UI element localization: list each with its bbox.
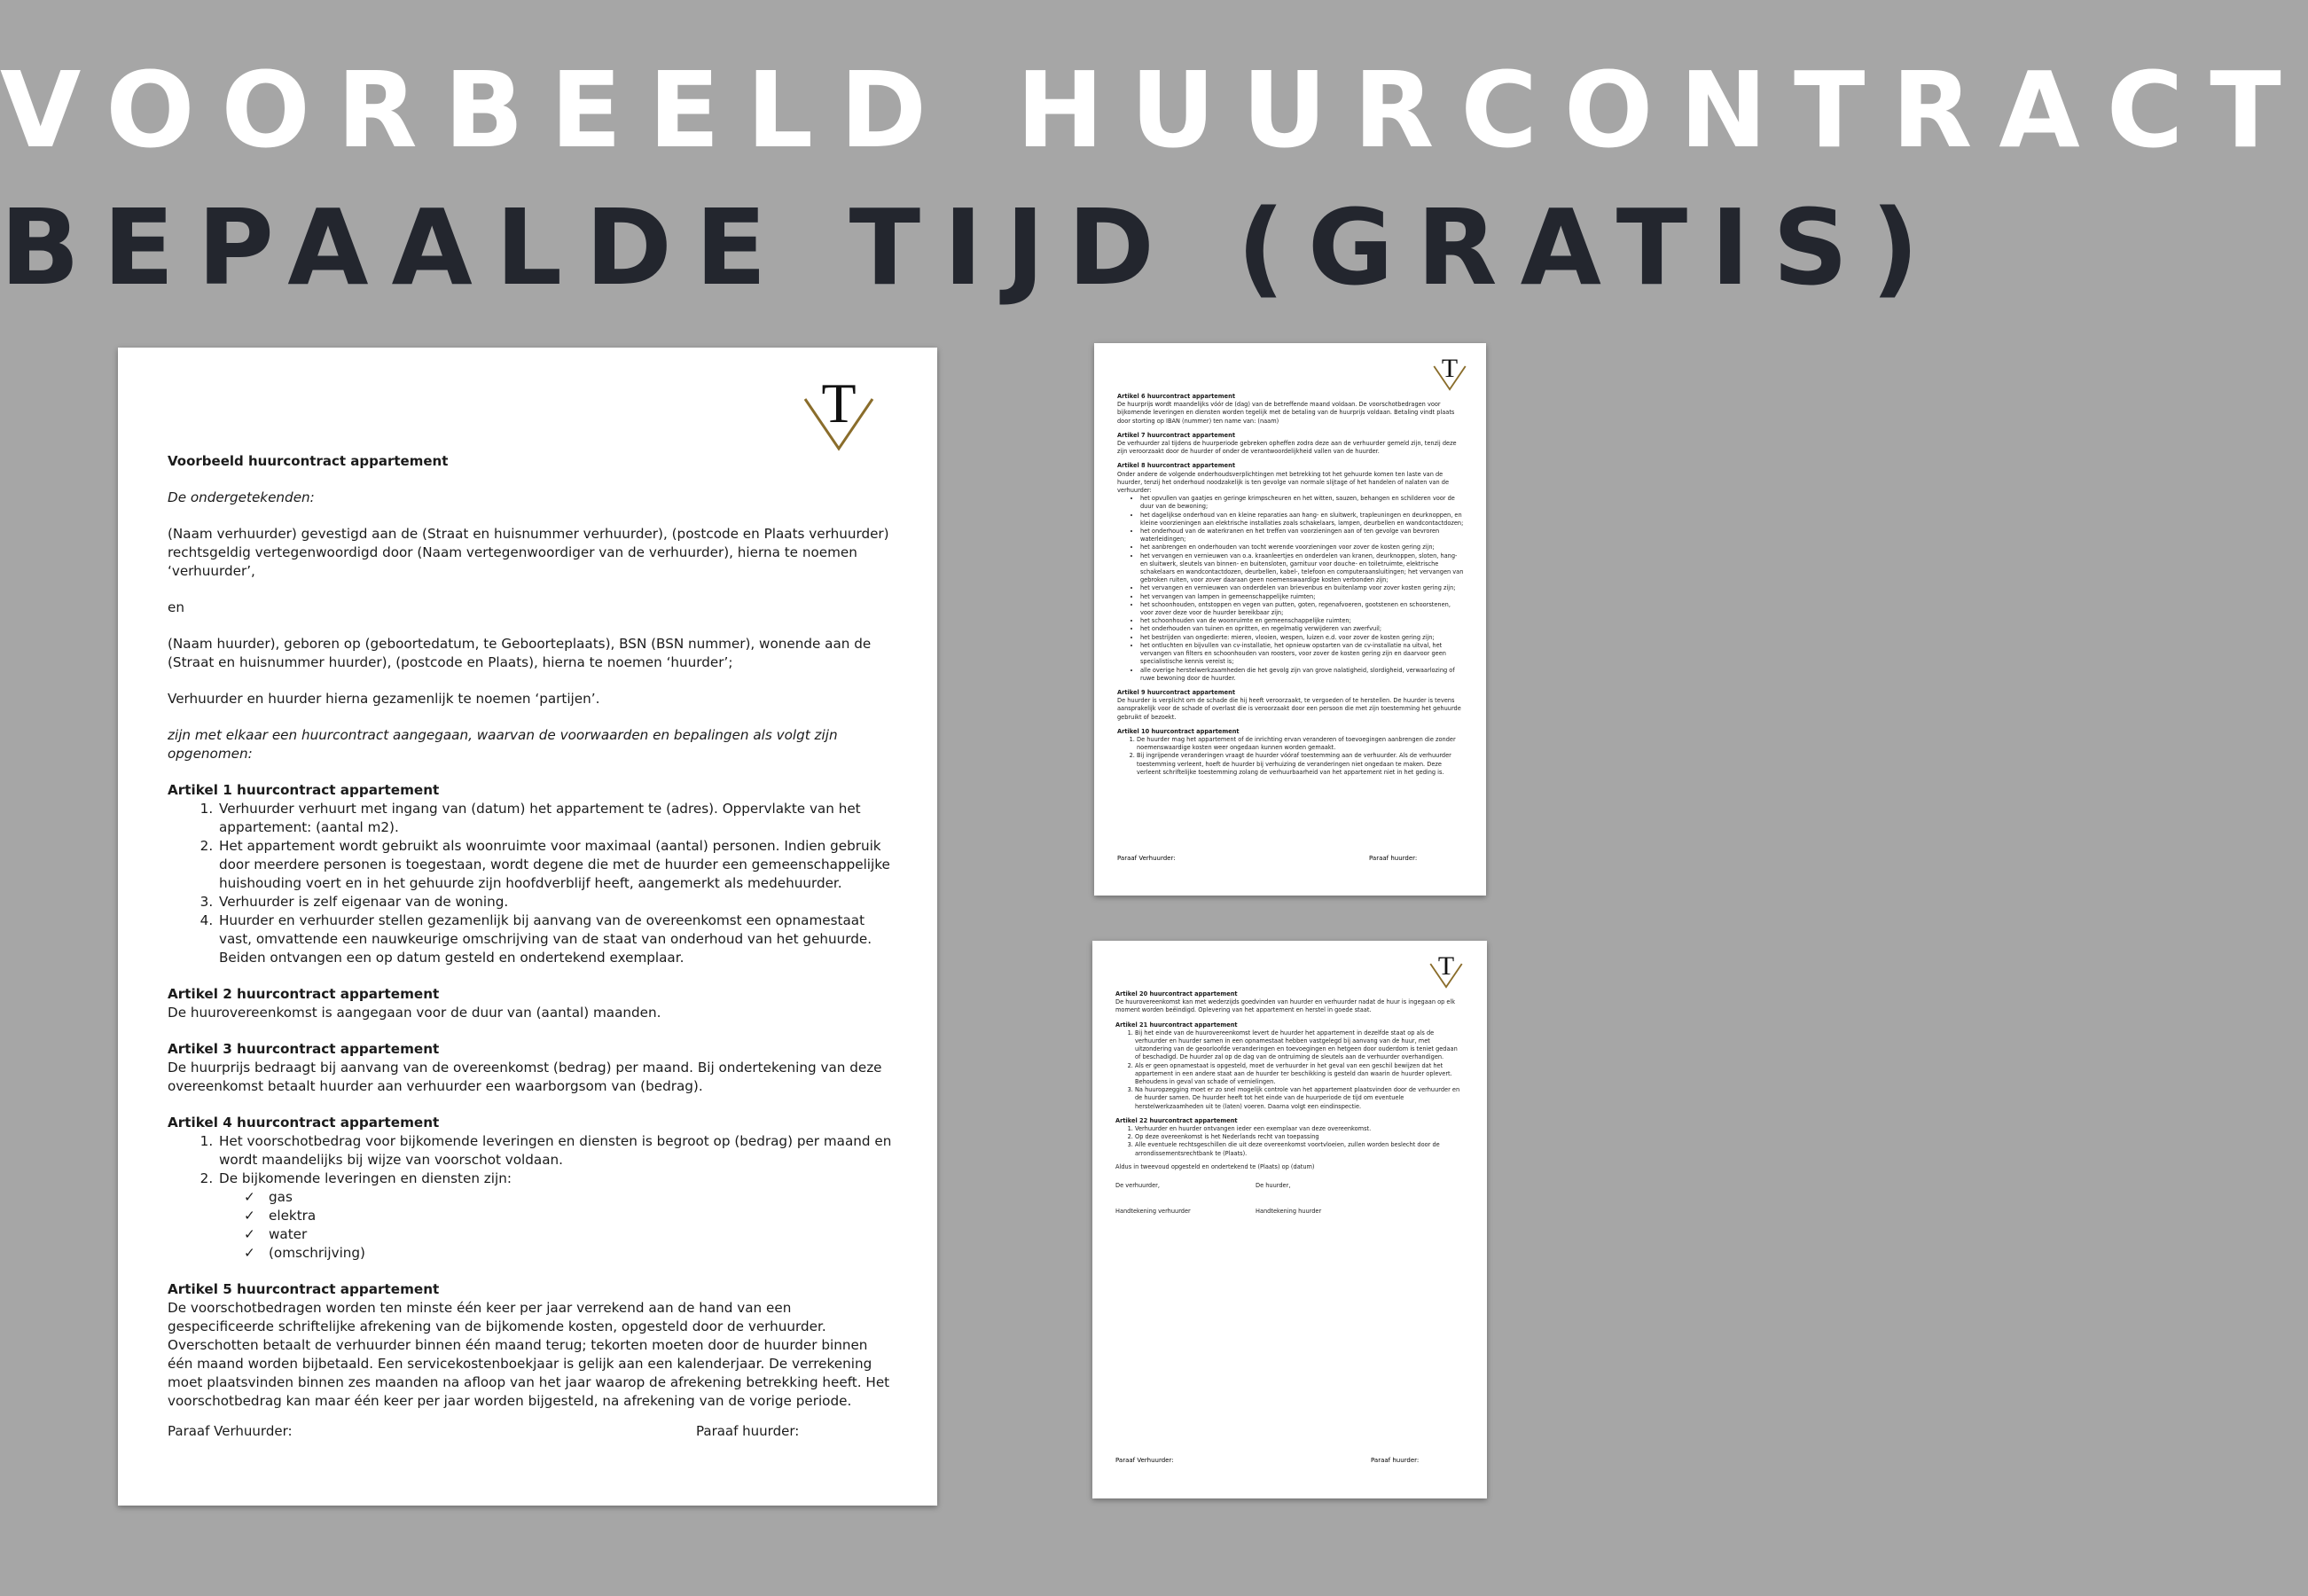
tv-logo-icon — [1433, 354, 1467, 391]
list-item — [217, 1170, 895, 1263]
article-9-text: De huurder is verplicht om de schade die hij heeft veroorzaakt, te vergoeden of te herstellen. De huurder is tevens aansprakelijk voor de schade of overlast die is veroorzaakt door een persoon die met zijn toestemming het gehuurde gebruikt of bezoekt. — [1117, 697, 1461, 721]
list-item: 2. Het appartement wordt gebruikt als woonruimte voor maximaal (aantal) personen. Indien gebruik door meerdere personen is toegestaan, wordt degene die met de huurder een gemeenschappelijke huishouding voert en in het gehuurde zijn hoofdverblijf heeft, aangemerkt als medehuurder. — [217, 837, 895, 893]
logo-letter: T — [821, 372, 857, 434]
de-huurder-label: De huurder, — [1256, 1182, 1291, 1190]
headline-line-2: BEPAALDE TIJD (GRATIS) — [0, 186, 1943, 309]
article-1-title: Artikel 1 huurcontract appartement — [168, 782, 440, 798]
article-22-list — [1135, 1125, 1463, 1158]
list-item: • het bestrijden van ongedierte: mieren, vlooien, wespen, luizen e.d. voor zover de kosten gering zijn; — [1140, 634, 1465, 642]
articles-20-22-text — [1115, 990, 1463, 1216]
list-item: 1. Verhuurder verhuurt met ingang van (datum) het appartement te (adres). Oppervlakte van het appartement: (aantal m2). — [217, 800, 895, 837]
check-item: ✓ elektra — [267, 1207, 895, 1225]
paraaf-verhuurder: Paraaf Verhuurder: — [1117, 855, 1176, 862]
article-20-title: Artikel 20 huurcontract appartement — [1115, 990, 1238, 998]
paraaf-huurder: Paraaf huurder: — [1371, 1457, 1420, 1464]
list-item: 1. De huurder mag het appartement of de inrichting ervan veranderen of toevoegingen aanbrengen die zonder noemenswaardige kosten weer ongedaan kunnen worden gemaakt. — [1137, 736, 1465, 752]
and-text: en — [168, 599, 184, 615]
intro-text: De ondergetekenden: — [168, 489, 315, 505]
article-10-list — [1137, 736, 1465, 777]
list-item: 2. Bij ingrijpende veranderingen vraagt de huurder vóóraf toestemming aan de verhuurder. Als de verhuurder toestemming verleent, hoeft de huurder bij verhuizing de veranderingen niet ongedaan te maken. Deze verleent schriftelijke toestemming zolang de verhuurbaarheid van het appartement niet in het geding is. — [1137, 752, 1465, 777]
checkmark-list — [267, 1188, 895, 1263]
list-item: 2. Op deze overeenkomst is het Nederlands recht van toepassing — [1135, 1133, 1463, 1141]
document-page-main — [118, 348, 937, 1506]
handtekening-verhuurder-label: Handtekening verhuurder — [1115, 1208, 1191, 1216]
list-item: 3. Alle eventuele rechtsgeschillen die uit deze overeenkomst voortvloeien, zullen worden beslecht door de arrondissementsrechtbank te (Plaats). — [1135, 1141, 1463, 1157]
list-item: • het vervangen en vernieuwen van o.a. kraanleertjes en onderdelen van kranen, deurknoppen, sloten, hang- en sluitwerk, sleutels van binnen- en buitensloten, garnituur voor douche- en toiletruimte, elektrische schakelaars en wandcontactdozen, deurbellen, kabel-, telefoon en computeraansluitingen; het vervangen van gebroken ruiten, voor zover daaraan geen noemenswaardige kosten verbonden zijn; — [1140, 552, 1465, 585]
article-21-title: Artikel 21 huurcontract appartement — [1115, 1021, 1238, 1029]
logo-letter: T — [1437, 951, 1455, 982]
document-page-articles-6-10 — [1094, 343, 1486, 896]
document-page-articles-20-22 — [1092, 941, 1487, 1498]
list-item: 1. Verhuurder en huurder ontvangen ieder een exemplaar van deze overeenkomst. — [1135, 1125, 1463, 1133]
article-8-title: Artikel 8 huurcontract appartement — [1117, 462, 1235, 470]
article-3-title: Artikel 3 huurcontract appartement — [168, 1041, 440, 1057]
headline-line-1: VOORBEELD HUURCONTRACT — [0, 49, 2308, 171]
list-item: • het dagelijkse onderhoud van en kleine reparaties aan hang- en sluitwerk, trapleuningen en deurknoppen, en kleine voorzieningen aan elektrische installaties zoals schakelaars, lampen, deurbellen en wandcontactdozen; — [1140, 512, 1465, 528]
list-item: • het schoonhouden van de woonruimte en gemeenschappelijke ruimten; — [1140, 617, 1465, 625]
de-verhuurder-label: De verhuurder, — [1115, 1182, 1160, 1190]
tv-logo-icon — [1429, 951, 1463, 989]
party-huurder: (Naam huurder), geboren op (geboortedatum, te Geboorteplaats), BSN (BSN nummer), wonende aan de (Straat en huisnummer huurder), (postcode en Plaats), hierna te noemen ‘huurder’; — [168, 636, 872, 670]
article-8-text: Onder andere de volgende onderhoudsverplichtingen met betrekking tot het gehuurde komen ten laste van de huurder, tenzij het onderhoud noodzakelijk is ten gevolge van normale slijtage of het handelen of nalaten van de verhuurder: — [1117, 470, 1450, 495]
list-item: • het vervangen en vernieuwen van onderdelen van brievenbus en buitenlamp voor zover kosten gering zijn; — [1140, 584, 1465, 592]
article-3-text: De huurprijs bedraagt bij aanvang van de overeenkomst (bedrag) per maand. Bij ondertekening van deze overeenkomst betaalt huurder aan verhuurder een waarborgsom van (bedrag). — [168, 1060, 882, 1094]
paraaf-row — [168, 1422, 895, 1442]
tv-logo-icon — [803, 372, 874, 452]
check-item: ✓ (omschrijving) — [267, 1244, 895, 1263]
article-20-text: De huurovereenkomst kan met wederzijds goedvinden van huurder en verhuurder nadat de huur is ingegaan op elk moment worden beëindigd. Oplevering van het appartement en herstel in goede staat. — [1115, 998, 1456, 1014]
list-item: 4. Huurder en verhuurder stellen gezamenlijk bij aanvang van de overeenkomst een opnamestaat vast, omvattende een nauwkeurige omschrijving van de staat van onderhoud van het gehuurde. Beiden ontvangen een op datum gesteld en ondertekend exemplaar. — [217, 911, 895, 967]
article-6-title: Artikel 6 huurcontract appartement — [1117, 393, 1235, 400]
article-4-list — [217, 1132, 895, 1263]
article-1-list — [217, 800, 895, 967]
article-7-title: Artikel 7 huurcontract appartement — [1117, 431, 1235, 439]
paraaf-huurder: Paraaf huurder: — [696, 1423, 800, 1439]
document-title: Voorbeeld huurcontract appartement — [168, 453, 449, 469]
list-item: • het aanbrengen en onderhouden van tocht werende voorzieningen voor zover de kosten gering zijn; — [1140, 544, 1465, 552]
agreement-text: zijn met elkaar een huurcontract aangegaan, waarvan de voorwaarden en bepalingen als volgt zijn opgenomen: — [168, 727, 838, 762]
list-item: 1. Bij het einde van de huurovereenkomst levert de huurder het appartement in dezelfde staat op als de verhuurder en huurder samen in een opnamestaat hebben vastgelegd bij aanvang van de huur, met uitzondering van de geoorloofde veranderingen en toevoegingen en hetgeen door ouderdom is teniet gedaan of beschadigd. De huurder zal op de dag van de ontruiming de sleutels aan de verhuurder overhandigen. — [1135, 1029, 1463, 1062]
article-9-title: Artikel 9 huurcontract appartement — [1117, 688, 1235, 696]
list-item: 2. Als er geen opnamestaat is opgesteld, moet de verhuurder in het geval van een geschil bewijzen dat het appartement in een andere staat aan de huurder ter beschikking is gesteld dan waarin de huurder oplevert. Behoudens in geval van schade of vernielingen. — [1135, 1062, 1463, 1087]
signature-lines-row — [1115, 1208, 1463, 1216]
article-6-text: De huurprijs wordt maandelijks vóór de (dag) van de betreffende maand voldaan. De voorschotbedragen voor bijkomende leveringen en diensten worden tegelijk met de betaling van de huurprijs voldaan. Betaling vindt plaats door storting op IBAN (nummer) ten name van: (naam) — [1117, 401, 1455, 425]
logo-letter: T — [1441, 354, 1459, 384]
company-logo — [803, 372, 874, 452]
list-item: • alle overige herstelwerkzaamheden die het gevolg zijn van grove nalatigheid, slordigheid, verwaarlozing of ruwe bewoning door de huurder. — [1140, 667, 1465, 683]
list-item: 1. Het voorschotbedrag voor bijkomende leveringen en diensten is begroot op (bedrag) per maand en wordt maandelijks bij wijze van voorschot voldaan. — [217, 1132, 895, 1170]
handtekening-huurder-label: Handtekening huurder — [1256, 1208, 1322, 1216]
article-5-text: De voorschotbedragen worden ten minste één keer per jaar verrekend aan de hand van een gespecificeerde schriftelijke afrekening van de bijkomende kosten, opgesteld door de verhuurder. Overschotten betaalt de verhuurder binnen één maand terug; tekorten moeten door de huurder binnen één maand worden bijbetaald. Een servicekostenboekjaar is gelijk aan een kalenderjaar. De verrekening moet plaatsvinden binnen zes maanden na afloop van het jaar waarop de afrekening betrekking heeft. Het voorschotbedrag kan maar één keer per jaar worden bijgesteld, na afrekening van de vorige periode. — [168, 1300, 890, 1409]
paraaf-verhuurder: Paraaf Verhuurder: — [1115, 1457, 1174, 1464]
closing-text: Aldus in tweevoud opgesteld en ondertekend te (Plaats) op (datum) — [1115, 1162, 1315, 1170]
article-8-list — [1140, 495, 1465, 683]
list-item: • het ontluchten en bijvullen van cv-installatie, het opnieuw opstarten van de cv-installatie na uitval, het vervangen van filters en schoonhouden van roosters, voor zover de kosten gering zijn en daarvoor geen specialistische kennis vereist is; — [1140, 642, 1465, 667]
list-item: • het opvullen van gaatjes en geringe krimpscheuren en het witten, sauzen, behangen en schilderen voor de duur van de bewoning; — [1140, 495, 1465, 511]
paraaf-huurder: Paraaf huurder: — [1369, 855, 1418, 862]
main-contract-text — [168, 452, 895, 1411]
company-logo — [1429, 951, 1463, 989]
articles-6-10-text — [1117, 393, 1465, 777]
list-item: • het onderhouden van tuinen en opritten, en regelmatig verwijderen van zwerfvuil; — [1140, 625, 1465, 633]
paraaf-verhuurder: Paraaf Verhuurder: — [168, 1423, 293, 1439]
article-4-title: Artikel 4 huurcontract appartement — [168, 1115, 440, 1130]
article-5-title: Artikel 5 huurcontract appartement — [168, 1281, 440, 1297]
signature-parties-row — [1115, 1182, 1463, 1190]
list-item: 3. Na huuropzegging moet er zo snel mogelijk controle van het appartement plaatsvinden door de verhuurder en de huurder samen. De huurder heeft tot het einde van de huurperiode de tijd om eventuele herstelwerkzaamheden uit te (laten) voeren. Daarna volgt een eindinspectie. — [1135, 1086, 1463, 1111]
check-item: ✓ water — [267, 1225, 895, 1244]
article-2-text: De huurovereenkomst is aangegaan voor de duur van (aantal) maanden. — [168, 1005, 661, 1021]
article-22-title: Artikel 22 huurcontract appartement — [1115, 1116, 1238, 1124]
list-item: • het vervangen van lampen in gemeenschappelijke ruimten; — [1140, 593, 1465, 601]
article-7-text: De verhuurder zal tijdens de huurperiode gebreken opheffen zodra deze aan de verhuurder gemeld zijn, tenzij deze zijn veroorzaakt door de huurder of onder de verantwoordelijkheid vallen van de huurder. — [1117, 440, 1457, 456]
parties-text: Verhuurder en huurder hierna gezamenlijk te noemen ‘partijen’. — [168, 691, 600, 707]
list-item: 3. Verhuurder is zelf eigenaar van de woning. — [217, 893, 895, 911]
list-item: • het onderhoud van de waterkranen en het treffen van voorzieningen aan of ten gevolge van bevroren waterleidingen; — [1140, 528, 1465, 544]
list-item-text: De bijkomende leveringen en diensten zijn: — [219, 1170, 512, 1186]
company-logo — [1433, 354, 1467, 391]
article-10-title: Artikel 10 huurcontract appartement — [1117, 727, 1240, 735]
party-verhuurder: (Naam verhuurder) gevestigd aan de (Straat en huisnummer verhuurder), (postcode en Plaats verhuurder) rechtsgeldig vertegenwoordigd door (Naam vertegenwoordiger van de verhuurder), hierna te noemen ‘verhuurder’, — [168, 526, 889, 579]
check-item: ✓ gas — [267, 1188, 895, 1207]
article-2-title: Artikel 2 huurcontract appartement — [168, 986, 440, 1002]
list-item: • het schoonhouden, ontstoppen en vegen van putten, goten, regenafvoeren, gootstenen en schoorstenen, voor zover deze voor de huurder bereikbaar zijn; — [1140, 601, 1465, 617]
article-21-list — [1135, 1029, 1463, 1111]
